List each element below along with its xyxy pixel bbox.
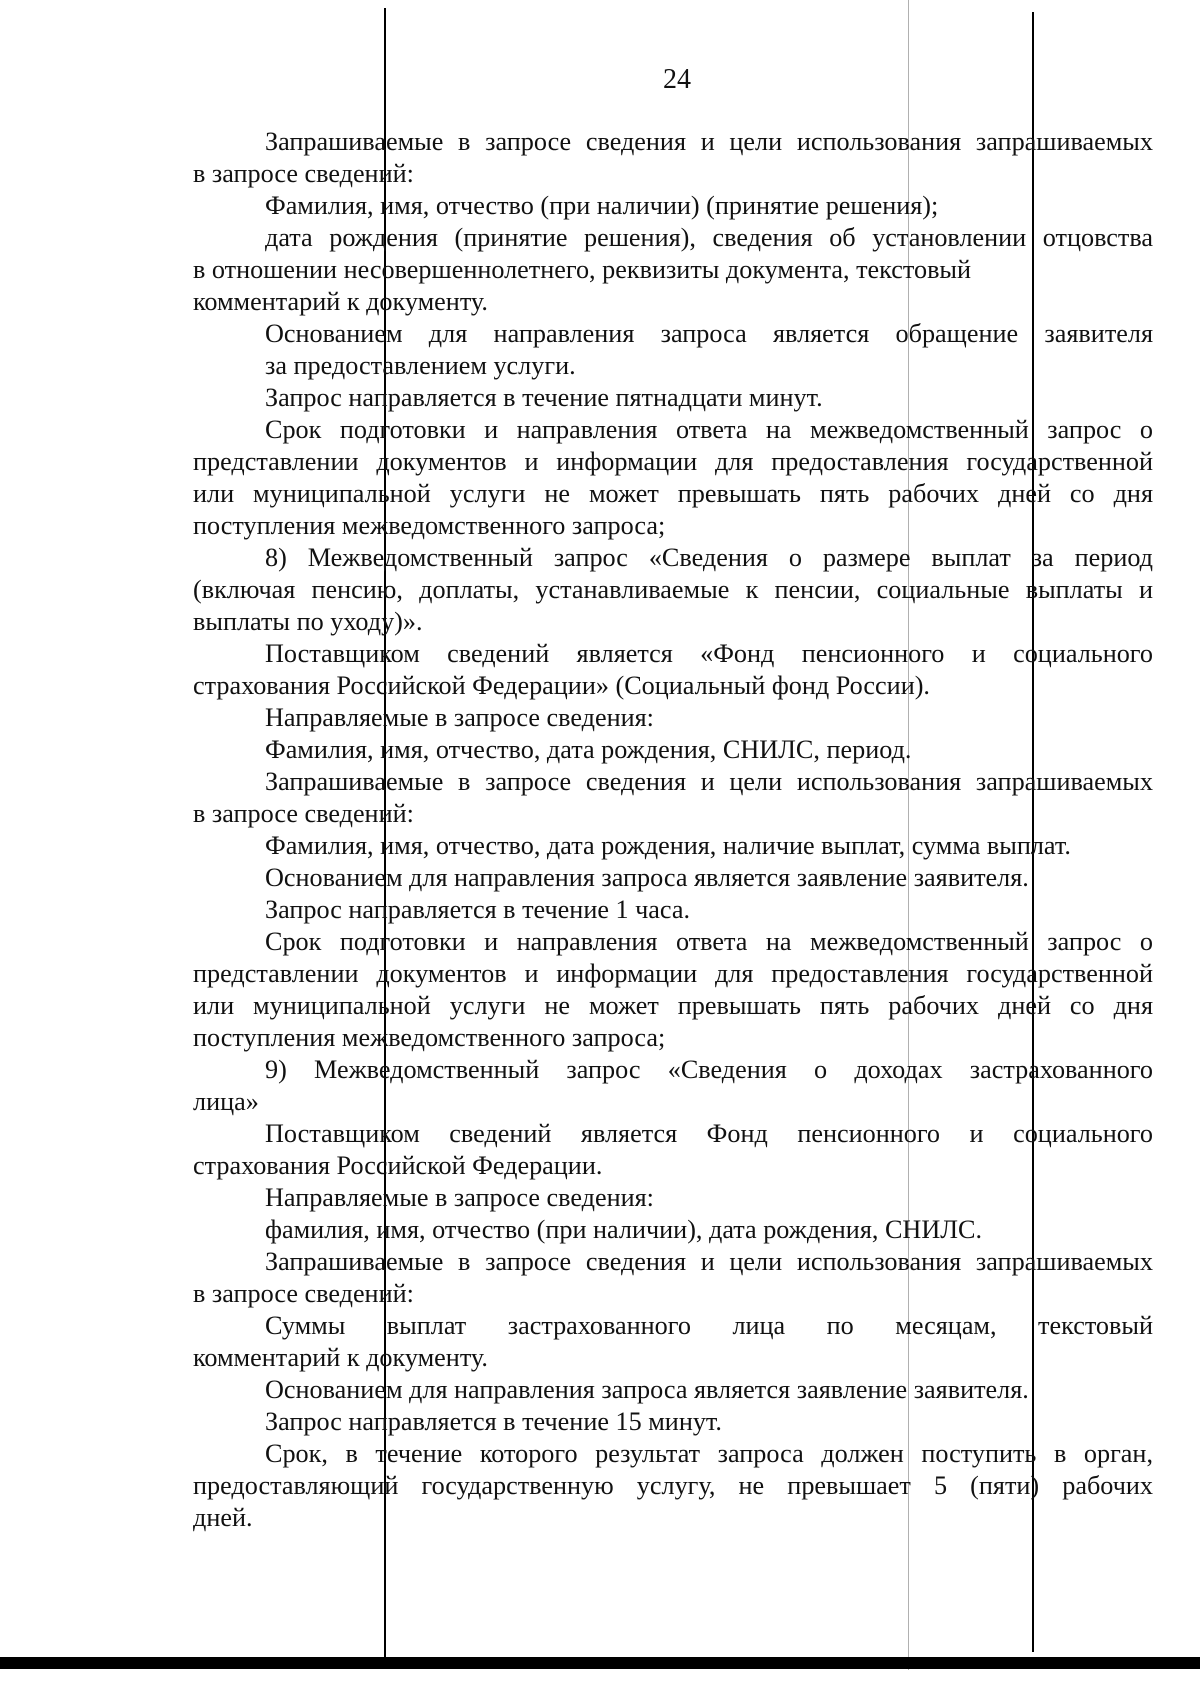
text-line: 8) Межведомственный запрос «Сведения о размере выплат за период [265,543,1153,572]
text-line: в запросе сведений: [193,1279,414,1308]
text-line: Запрос направляется в течение 1 часа. [265,895,691,924]
text-line: Фамилия, имя, отчество, дата рождения, наличие выплат, сумма выплат. [265,831,1071,860]
text-line: фамилия, имя, отчество (при наличии), дата рождения, СНИЛС. [265,1215,983,1244]
text-line: Основанием для направления запроса является заявление заявителя. [265,863,1029,892]
text-line: или муниципальной услуги не может превышать пять рабочих дней со дня [193,479,1153,508]
document-body [193,126,1153,1534]
text-line: в запросе сведений: [193,159,414,188]
text-line: поступления межведомственного запроса; [193,1023,666,1052]
text-line: 9) Межведомственный запрос «Сведения о доходах застрахованного [265,1055,1153,1084]
text-line: Суммы выплат застрахованного лица по месяцам, текстовый [265,1311,1153,1340]
text-line: лица» [193,1087,259,1116]
text-line: Запрашиваемые в запросе сведения и цели использования запрашиваемых [265,767,1153,796]
text-line: Направляемые в запросе сведения: [265,1183,654,1212]
text-line: Фамилия, имя, отчество, дата рождения, СНИЛС, период. [265,735,912,764]
text-line: представлении документов и информации для предоставления государственной [193,959,1153,988]
text-line: Запрос направляется в течение пятнадцати минут. [265,383,823,412]
text-line: выплаты по уходу)». [193,607,423,636]
text-line: поступления межведомственного запроса; [193,511,666,540]
text-line: предоставляющий государственную услугу, не превышает 5 (пяти) рабочих [193,1471,1153,1500]
text-line: в отношении несовершеннолетнего, реквизиты документа, текстовый [193,255,972,284]
text-line: Основанием для направления запроса является обращение заявителя [265,319,1153,348]
text-line: представлении документов и информации для предоставления государственной [193,447,1153,476]
text-line: или муниципальной услуги не может превышать пять рабочих дней со дня [193,991,1153,1020]
text-line: Поставщиком сведений является Фонд пенсионного и социального [265,1119,1153,1148]
text-line: Направляемые в запросе сведения: [265,703,654,732]
text-line: комментарий к документу. [193,1343,488,1372]
text-line: Запрашиваемые в запросе сведения и цели использования запрашиваемых [265,1247,1153,1276]
text-line: Срок подготовки и направления ответа на межведомственный запрос о [265,927,1153,956]
text-line: Запрос направляется в течение 15 минут. [265,1407,722,1436]
scan-artifact-bottom-bar [0,1657,1200,1669]
text-line: Фамилия, имя, отчество (при наличии) (принятие решения); [265,191,939,220]
page-number: 24 [663,64,691,95]
text-line: дата рождения (принятие решения), сведения об установлении отцовства [265,223,1153,252]
text-line: Срок подготовки и направления ответа на межведомственный запрос о [265,415,1153,444]
text-line: Поставщиком сведений является «Фонд пенсионного и социального [265,639,1153,668]
text-line: за предоставлением услуги. [265,351,576,380]
text-line: страхования Российской Федерации. [193,1151,603,1180]
text-line: Срок, в течение которого результат запроса должен поступить в орган, [265,1439,1153,1468]
text-line: страхования Российской Федерации» (Социальный фонд России). [193,671,930,700]
text-line: комментарий к документу. [193,287,488,316]
text-line: (включая пенсию, доплаты, устанавливаемые к пенсии, социальные выплаты и [193,575,1153,604]
text-line: в запросе сведений: [193,799,414,828]
text-line: дней. [193,1503,253,1532]
text-line: Запрашиваемые в запросе сведения и цели использования запрашиваемых [265,127,1153,156]
text-line: Основанием для направления запроса является заявление заявителя. [265,1375,1029,1404]
